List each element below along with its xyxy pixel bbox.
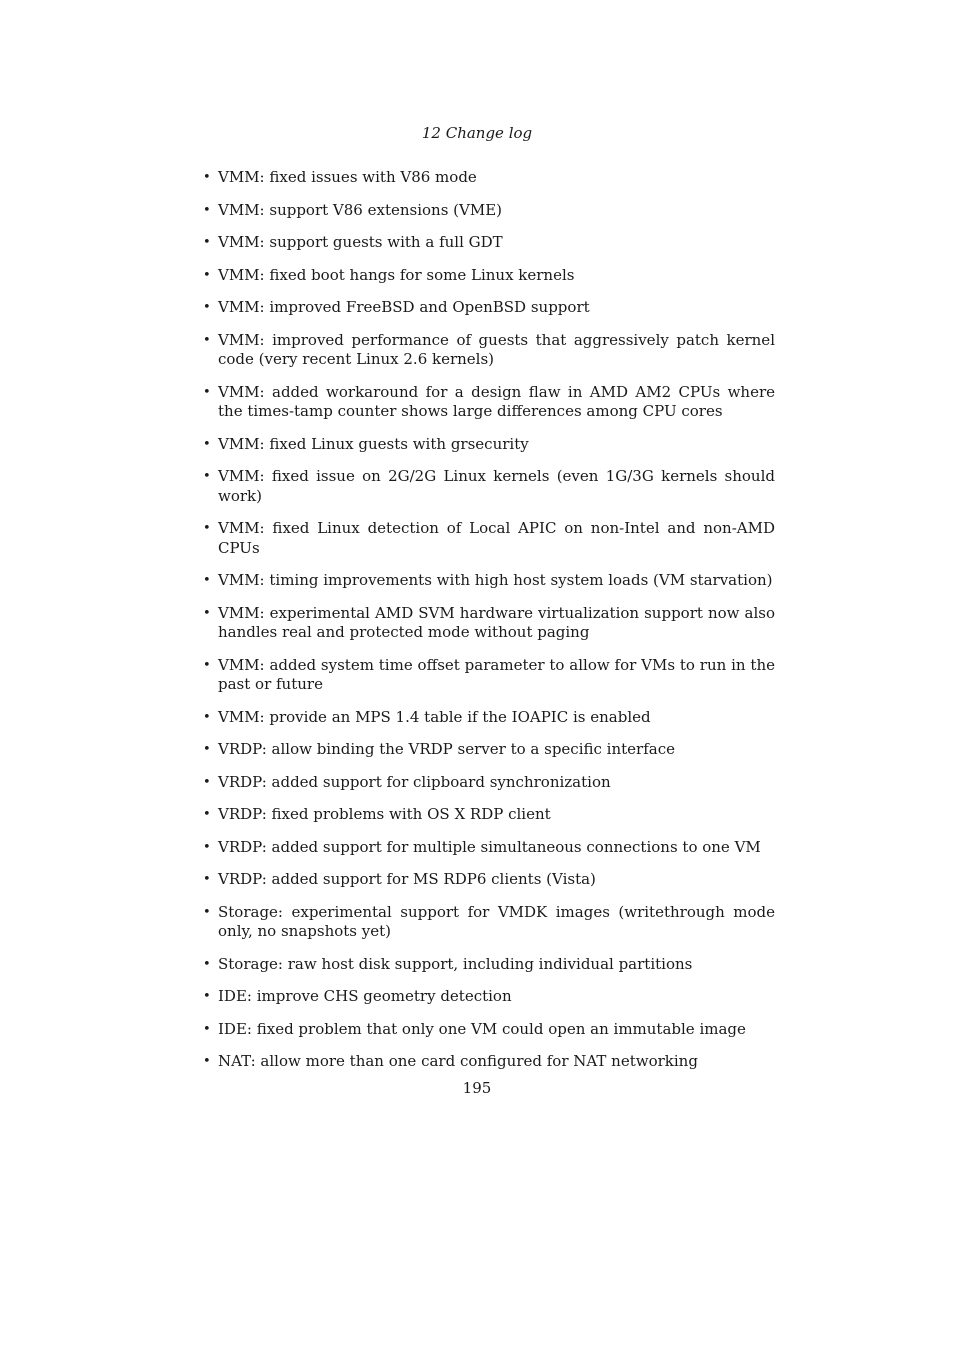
bullet-icon: •: [203, 774, 211, 790]
changelog-list: [203, 168, 775, 1085]
bullet-icon: •: [203, 573, 211, 588]
list-item: [203, 200, 775, 221]
bullet-icon: •: [203, 384, 211, 400]
list-item-text: VMM: fixed issue on 2G/2G Linux kernels (even 1G/3G kernels should work): [218, 467, 775, 505]
list-item-text: VRDP: allow binding the VRDP server to a specific interface: [218, 740, 675, 758]
list-item: [203, 1019, 775, 1040]
list-item: [203, 1052, 775, 1072]
list-item-text: VRDP: fixed problems with OS X RDP client: [218, 805, 551, 823]
bullet-icon: •: [203, 839, 211, 855]
bullet-icon: •: [203, 1054, 211, 1069]
list-item: [203, 467, 775, 506]
list-item: [203, 571, 775, 591]
list-item-text: VMM: added workaround for a design flaw in AMD AM2 CPUs where the times-tamp counter shows large differences among CPU cores: [218, 382, 775, 420]
list-item-text: VMM: fixed Linux guests with grsecurity: [218, 434, 529, 453]
bullet-icon: •: [203, 469, 211, 484]
list-item-text: VMM: timing improvements with high host system loads (VM starvation): [218, 571, 773, 589]
list-item: [203, 805, 775, 825]
list-item-text: VMM: provide an MPS 1.4 table if the IOAPIC is enabled: [218, 707, 651, 726]
bullet-icon: •: [203, 170, 211, 185]
bullet-icon: •: [203, 521, 211, 536]
list-item: [203, 168, 775, 188]
list-item: [203, 603, 775, 643]
list-item-text: VMM: improved FreeBSD and OpenBSD support: [218, 298, 590, 316]
bullet-icon: •: [203, 300, 211, 315]
list-item-text: IDE: improve CHS geometry detection: [218, 987, 512, 1005]
list-item: [203, 902, 775, 942]
list-item: [203, 265, 775, 286]
list-item-text: VRDP: added support for multiple simultaneous connections to one VM: [218, 837, 761, 856]
list-item: [203, 740, 775, 760]
list-item-text: NAT: allow more than one card configured for NAT networking: [218, 1052, 698, 1070]
bullet-icon: •: [203, 709, 211, 725]
list-item-text: IDE: fixed problem that only one VM could open an immutable image: [218, 1019, 746, 1038]
list-item: [203, 837, 775, 858]
bullet-icon: •: [203, 956, 211, 972]
list-item: [203, 954, 775, 975]
list-item: [203, 987, 775, 1007]
bullet-icon: •: [203, 989, 211, 1004]
running-header: 12 Change log: [421, 124, 533, 142]
list-item-text: VMM: fixed boot hangs for some Linux kernels: [218, 265, 575, 284]
list-item-text: VMM: improved performance of guests that aggressively patch kernel code (very recent Linux 2.6 kernels): [218, 330, 775, 368]
list-item-text: VRDP: added support for clipboard synchronization: [218, 772, 611, 791]
bullet-icon: •: [203, 904, 211, 920]
bullet-icon: •: [203, 742, 211, 757]
list-item-text: VMM: added system time offset parameter to allow for VMs to run in the past or future: [218, 655, 775, 693]
list-item-text: Storage: raw host disk support, including individual partitions: [218, 954, 693, 973]
list-item: [203, 298, 775, 318]
list-item: [203, 707, 775, 728]
list-item-text: VMM: fixed Linux detection of Local APIC on non-Intel and non-AMD CPUs: [218, 519, 775, 557]
bullet-icon: •: [203, 872, 211, 887]
bullet-icon: •: [203, 436, 211, 452]
list-item-text: VMM: experimental AMD SVM hardware virtualization support now also handles real and protected mode without paging: [218, 603, 775, 641]
bullet-icon: •: [203, 332, 211, 348]
list-item-text: VRDP: added support for MS RDP6 clients (Vista): [218, 870, 596, 888]
bullet-icon: •: [203, 267, 211, 283]
list-item: [203, 519, 775, 558]
list-item: [203, 434, 775, 455]
bullet-icon: •: [203, 807, 211, 822]
bullet-icon: •: [203, 605, 211, 621]
bullet-icon: •: [203, 1021, 211, 1037]
list-item: [203, 772, 775, 793]
list-item: [203, 382, 775, 422]
page-number: 195: [462, 1079, 492, 1097]
list-item: [203, 870, 775, 890]
list-item: [203, 330, 775, 370]
list-item-text: Storage: experimental support for VMDK images (writethrough mode only, no snapshots yet): [218, 902, 775, 940]
list-item-text: VMM: support guests with a full GDT: [218, 233, 503, 251]
bullet-icon: •: [203, 235, 211, 250]
list-item-text: VMM: support V86 extensions (VME): [218, 200, 503, 219]
list-item-text: VMM: fixed issues with V86 mode: [218, 168, 477, 186]
bullet-icon: •: [203, 202, 211, 218]
list-item: [203, 233, 775, 253]
bullet-icon: •: [203, 657, 211, 673]
list-item: [203, 655, 775, 695]
